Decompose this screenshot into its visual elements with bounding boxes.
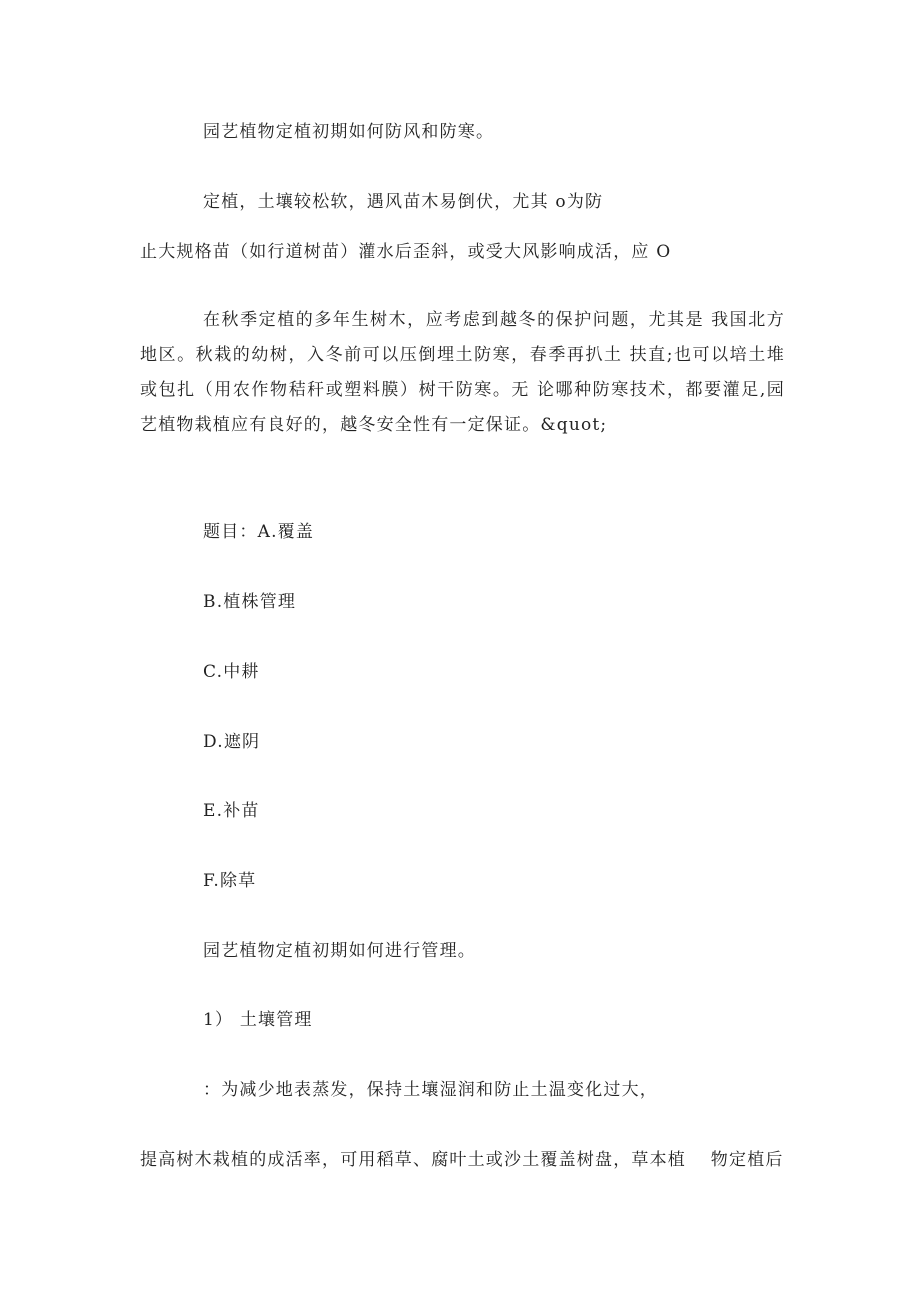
wind-text-line-2: 止大规格苗（如行道树苗）灌水后歪斜，或受大风影响成活，应 O <box>140 242 672 262</box>
option-d: D.遮阴 <box>203 732 261 752</box>
option-b: B.植株管理 <box>203 592 297 612</box>
wind-text-line-1: 定植，土壤较松软，遇风苗木易倒伏，尤其 o为防 <box>203 192 604 212</box>
cold-protection-paragraph: 在秋季定植的多年生树木，应考虑到越冬的保护问题，尤其是 我国北方地区。秋栽的幼树，入冬前可以压倒埋土防寒，春季再扒土 扶直;也可以培土堆或包扎（用农作物秸秆或塑料膜）树干防寒。无 论哪种防寒技术，都要灌足,园艺植物栽植应有良好的，越冬安全性有一定保证。&quot; <box>140 310 785 435</box>
soil-text-line-1: ：为减少地表蒸发，保持土壤湿润和防止土温变化过大， <box>203 1080 658 1100</box>
option-e: E.补苗 <box>203 801 260 821</box>
section-title-management: 园艺植物定植初期如何进行管理。 <box>203 941 476 961</box>
question-label: 题目：A.覆盖 <box>203 522 315 542</box>
option-f: F.除草 <box>203 871 257 891</box>
soil-text-line-2: 提高树木栽植的成活率，可用稻草、腐叶土或沙土覆盖树盘，草本植 物定植后 <box>140 1150 784 1170</box>
option-c: C.中耕 <box>203 662 260 682</box>
section-title-wind-cold: 园艺植物定植初期如何防风和防寒。 <box>203 122 495 142</box>
subsection-soil-management: 1） 土壤管理 <box>203 1010 313 1030</box>
